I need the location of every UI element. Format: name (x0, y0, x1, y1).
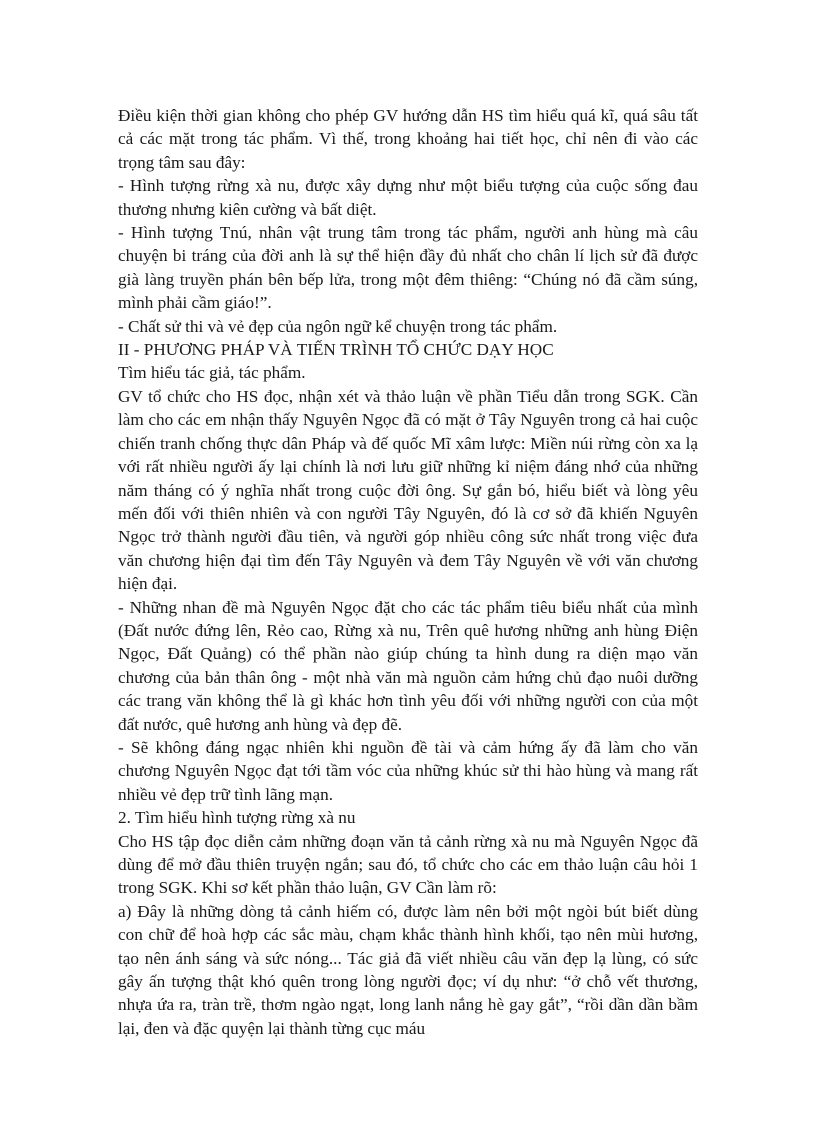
paragraph-bullet-rung-xa-nu: - Hình tượng rừng xà nu, được xây dựng như một biểu tượng của cuộc sống đau thương nhưng kiên cường và bất diệt. (118, 176, 698, 219)
subheading-hinh-tuong-rung-xa-nu: 2. Tìm hiểu hình tượng rừng xà nu (118, 808, 356, 828)
subheading-tac-gia-tac-pham: Tìm hiểu tác giả, tác phẩm. (118, 363, 306, 383)
paragraph-su-thi-hao-hung: - Sẽ không đáng ngạc nhiên khi nguồn đề tài và cảm hứng ấy đã làm cho văn chương Nguyên Ngọc đạt tới tầm vóc của những khúc sử thi hào hùng và mang rất nhiều vẻ đẹp trữ tình lãng mạn. (118, 737, 698, 804)
paragraph-bullet-su-thi: - Chất sử thi và vẻ đẹp của ngôn ngữ kể chuyện trong tác phẩm. (118, 316, 558, 336)
paragraph-a-ta-canh: a) Đây là những dòng tả cảnh hiếm có, được làm nên bởi một ngòi bút biết dùng con chữ để hoà hợp các sắc màu, chạm khắc thành hình khối, tạo nên mùi hương, tạo nên ánh sáng và sức nóng... Tác giả đã viết nhiều câu văn đẹp lạ lùng, có sức gây ấn tượng thật khó quên trong lòng người đọc; ví dụ như: “ở chỗ vết thương, nhựa ứa ra, tràn trề, thơm ngào ngạt, long lanh nắng hè gay gắt”, “rồi dần dần bầm lại, đen và đặc quyện lại thành từng cục máu (118, 901, 698, 1038)
document-body (118, 104, 698, 1040)
paragraph-intro: Điều kiện thời gian không cho phép GV hướng dẫn HS tìm hiểu quá kĩ, quá sâu tất cả các mặt trong tác phẩm. Vì thế, trong khoảng hai tiết học, chỉ nên đi vào các trọng tâm sau đây: (118, 106, 698, 172)
section-heading-phuong-phap: II - PHƯƠNG PHÁP VÀ TIẾN TRÌNH TỔ CHỨC DẠY HỌC (118, 340, 554, 360)
paragraph-tieu-dan: GV tổ chức cho HS đọc, nhận xét và thảo luận về phần Tiểu dẫn trong SGK. Cần làm cho các em nhận thấy Nguyên Ngọc đã có mặt ở Tây Nguyên trong cả hai cuộc chiến tranh chống thực dân Pháp và đế quốc Mĩ xâm lược: Miền núi rừng còn xa lạ với rất nhiều người ấy lại chính là nơi lưu giữ những kỉ niệm đáng nhớ của những năm tháng có ý nghĩa nhất trong cuộc đời ông. Sự gắn bó, hiểu biết và lòng yêu mến đối với thiên nhiên và con người Tây Nguyên, đó là cơ sở đã khiến Nguyên Ngọc trở thành người đầu tiên, và người góp nhiều công sức nhất trong việc đưa văn chương hiện đại tìm đến Tây Nguyên và đem Tây Nguyên về với văn chương hiện đại. (118, 386, 698, 594)
paragraph-doc-dien-cam: Cho HS tập đọc diễn cảm những đoạn văn tả cảnh rừng xà nu mà Nguyên Ngọc đã dùng để mở đầu thiên truyện ngắn; sau đó, tổ chức cho các em thảo luận câu hỏi 1 trong SGK. Khi sơ kết phần thảo luận, GV Cần làm rõ: (118, 831, 698, 898)
paragraph-nhan-de: - Những nhan đề mà Nguyên Ngọc đặt cho các tác phẩm tiêu biểu nhất của mình (Đất nước đứng lên, Rẻo cao, Rừng xà nu, Trên quê hương những anh hùng Điện Ngọc, Đất Quảng) có thể phần nào giúp chúng ta hình dung ra diện mạo văn chương của bản thân ông - một nhà văn mà nguồn cảm hứng chủ đạo nuôi dưỡng các trang văn không thể là gì khác hơn tình yêu đối với những người con của một đất nước, quê hương anh hùng và đẹp đẽ. (118, 597, 698, 734)
paragraph-bullet-tnu: - Hình tượng Tnú, nhân vật trung tâm trong tác phẩm, người anh hùng mà câu chuyện bi tráng của đời anh là sự thể hiện đầy đủ nhất cho chân lí lịch sử đã được già làng truyền phán bên bếp lửa, trong một đêm thiêng: “Chúng nó đã cầm súng, mình phải cầm giáo!”. (118, 223, 698, 313)
